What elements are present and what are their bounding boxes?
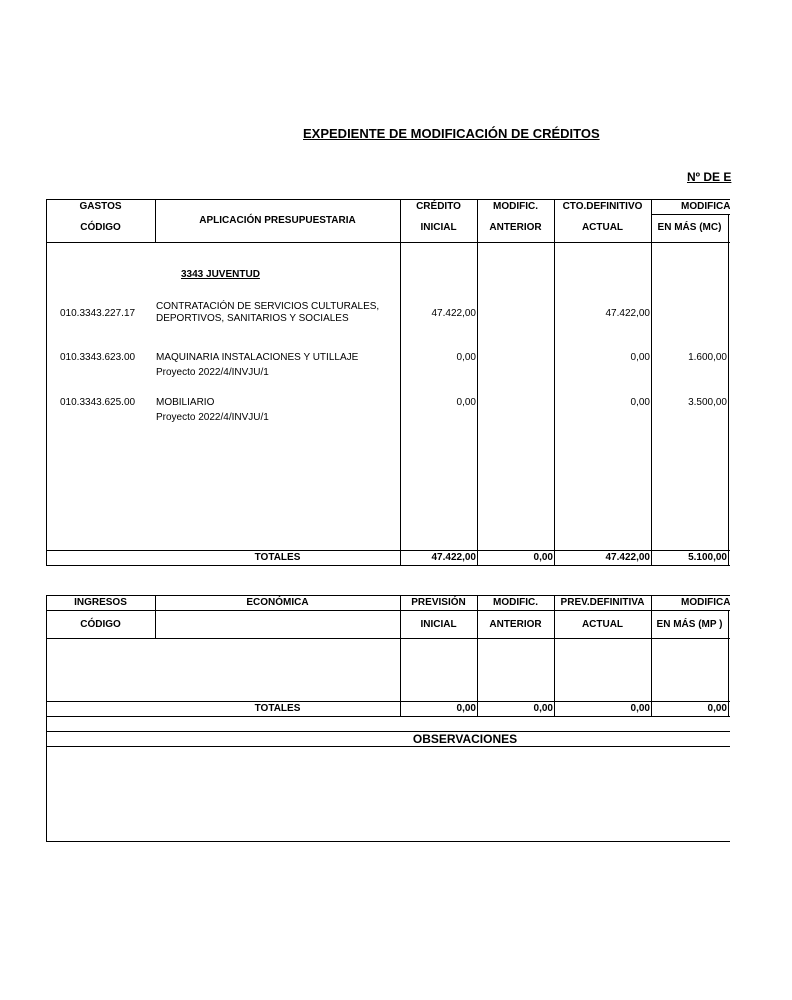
ingresos-total-en-mas: 0,00 — [707, 703, 727, 714]
section-juventud: 3343 JUVENTUD — [181, 269, 260, 280]
ingresos-codigo-header: CÓDIGO — [80, 619, 121, 630]
row-code: 010.3343.623.00 — [60, 352, 136, 363]
en-mas-mc-header: EN MÁS (MC) — [657, 222, 722, 233]
row-en-mas: 1.600,00 — [688, 352, 727, 363]
row-cto-definitivo: 47.422,00 — [605, 308, 650, 319]
ingresos-modific-header: MODIFIC. — [493, 597, 538, 608]
prev-actual-header: ACTUAL — [581, 619, 624, 630]
total-credito-inicial: 47.422,00 — [431, 552, 476, 563]
totales-label: TOTALES — [254, 552, 301, 563]
observaciones-label: OBSERVACIONES — [412, 732, 518, 746]
total-en-mas: 5.100,00 — [688, 552, 727, 563]
cto-definitivo-header: CTO.DEFINITIVO — [562, 201, 643, 212]
en-mas-mp-header: EN MÁS (MP ) — [656, 619, 723, 630]
modific-header: MODIFIC. — [493, 201, 538, 212]
row-credito-inicial: 0,00 — [456, 397, 476, 408]
row-desc-line1: MAQUINARIA INSTALACIONES Y UTILLAJE — [156, 352, 359, 363]
row-cto-definitivo: 0,00 — [630, 352, 650, 363]
total-cto-actual: 47.422,00 — [605, 552, 650, 563]
row-desc-line1: CONTRATACIÓN DE SERVICIOS CULTURALES, — [156, 301, 380, 312]
row-desc-line2: Proyecto 2022/4/INVJU/1 — [156, 412, 269, 423]
row-en-mas: 3.500,00 — [688, 397, 727, 408]
row-desc-line2: DEPORTIVOS, SANITARIOS Y SOCIALES — [156, 313, 349, 324]
aplicacion-header: APLICACIÓN PRESUPUESTARIA — [199, 215, 356, 226]
ingresos-anterior-header: ANTERIOR — [489, 619, 542, 630]
ingresos-total-anterior: 0,00 — [533, 703, 553, 714]
gastos-header: GASTOS — [79, 201, 122, 212]
prevision-inicial-header: INICIAL — [420, 619, 457, 630]
prev-definitiva-header: PREV.DEFINITIVA — [560, 597, 645, 608]
expediente-number-label: Nº DE E — [687, 170, 732, 184]
row-code: 010.3343.625.00 — [60, 397, 136, 408]
credito-inicial-header: INICIAL — [420, 222, 457, 233]
ingresos-header: INGRESOS — [74, 597, 127, 608]
row-cto-definitivo: 0,00 — [630, 397, 650, 408]
ingresos-total-inicial: 0,00 — [456, 703, 476, 714]
cto-actual-header: ACTUAL — [581, 222, 624, 233]
total-modific-anterior: 0,00 — [533, 552, 553, 563]
row-credito-inicial: 0,00 — [456, 352, 476, 363]
row-desc-line2: Proyecto 2022/4/INVJU/1 — [156, 367, 269, 378]
modifica-header: MODIFICA — [681, 201, 730, 212]
credito-header: CRÉDITO — [416, 201, 461, 212]
ingresos-total-actual: 0,00 — [630, 703, 650, 714]
row-code: 010.3343.227.17 — [60, 308, 136, 319]
modific-anterior-header: ANTERIOR — [489, 222, 542, 233]
ingresos-totales-label: TOTALES — [254, 703, 301, 714]
prevision-header: PREVISIÓN — [411, 597, 466, 608]
ingresos-modifica-header: MODIFICA — [681, 597, 730, 608]
row-credito-inicial: 47.422,00 — [431, 308, 476, 319]
row-desc-line1: MOBILIARIO — [156, 397, 215, 408]
economica-header: ECONÓMICA — [246, 597, 309, 608]
page-title: EXPEDIENTE DE MODIFICACIÓN DE CRÉDITOS — [303, 126, 600, 141]
codigo-header: CÓDIGO — [80, 222, 121, 233]
